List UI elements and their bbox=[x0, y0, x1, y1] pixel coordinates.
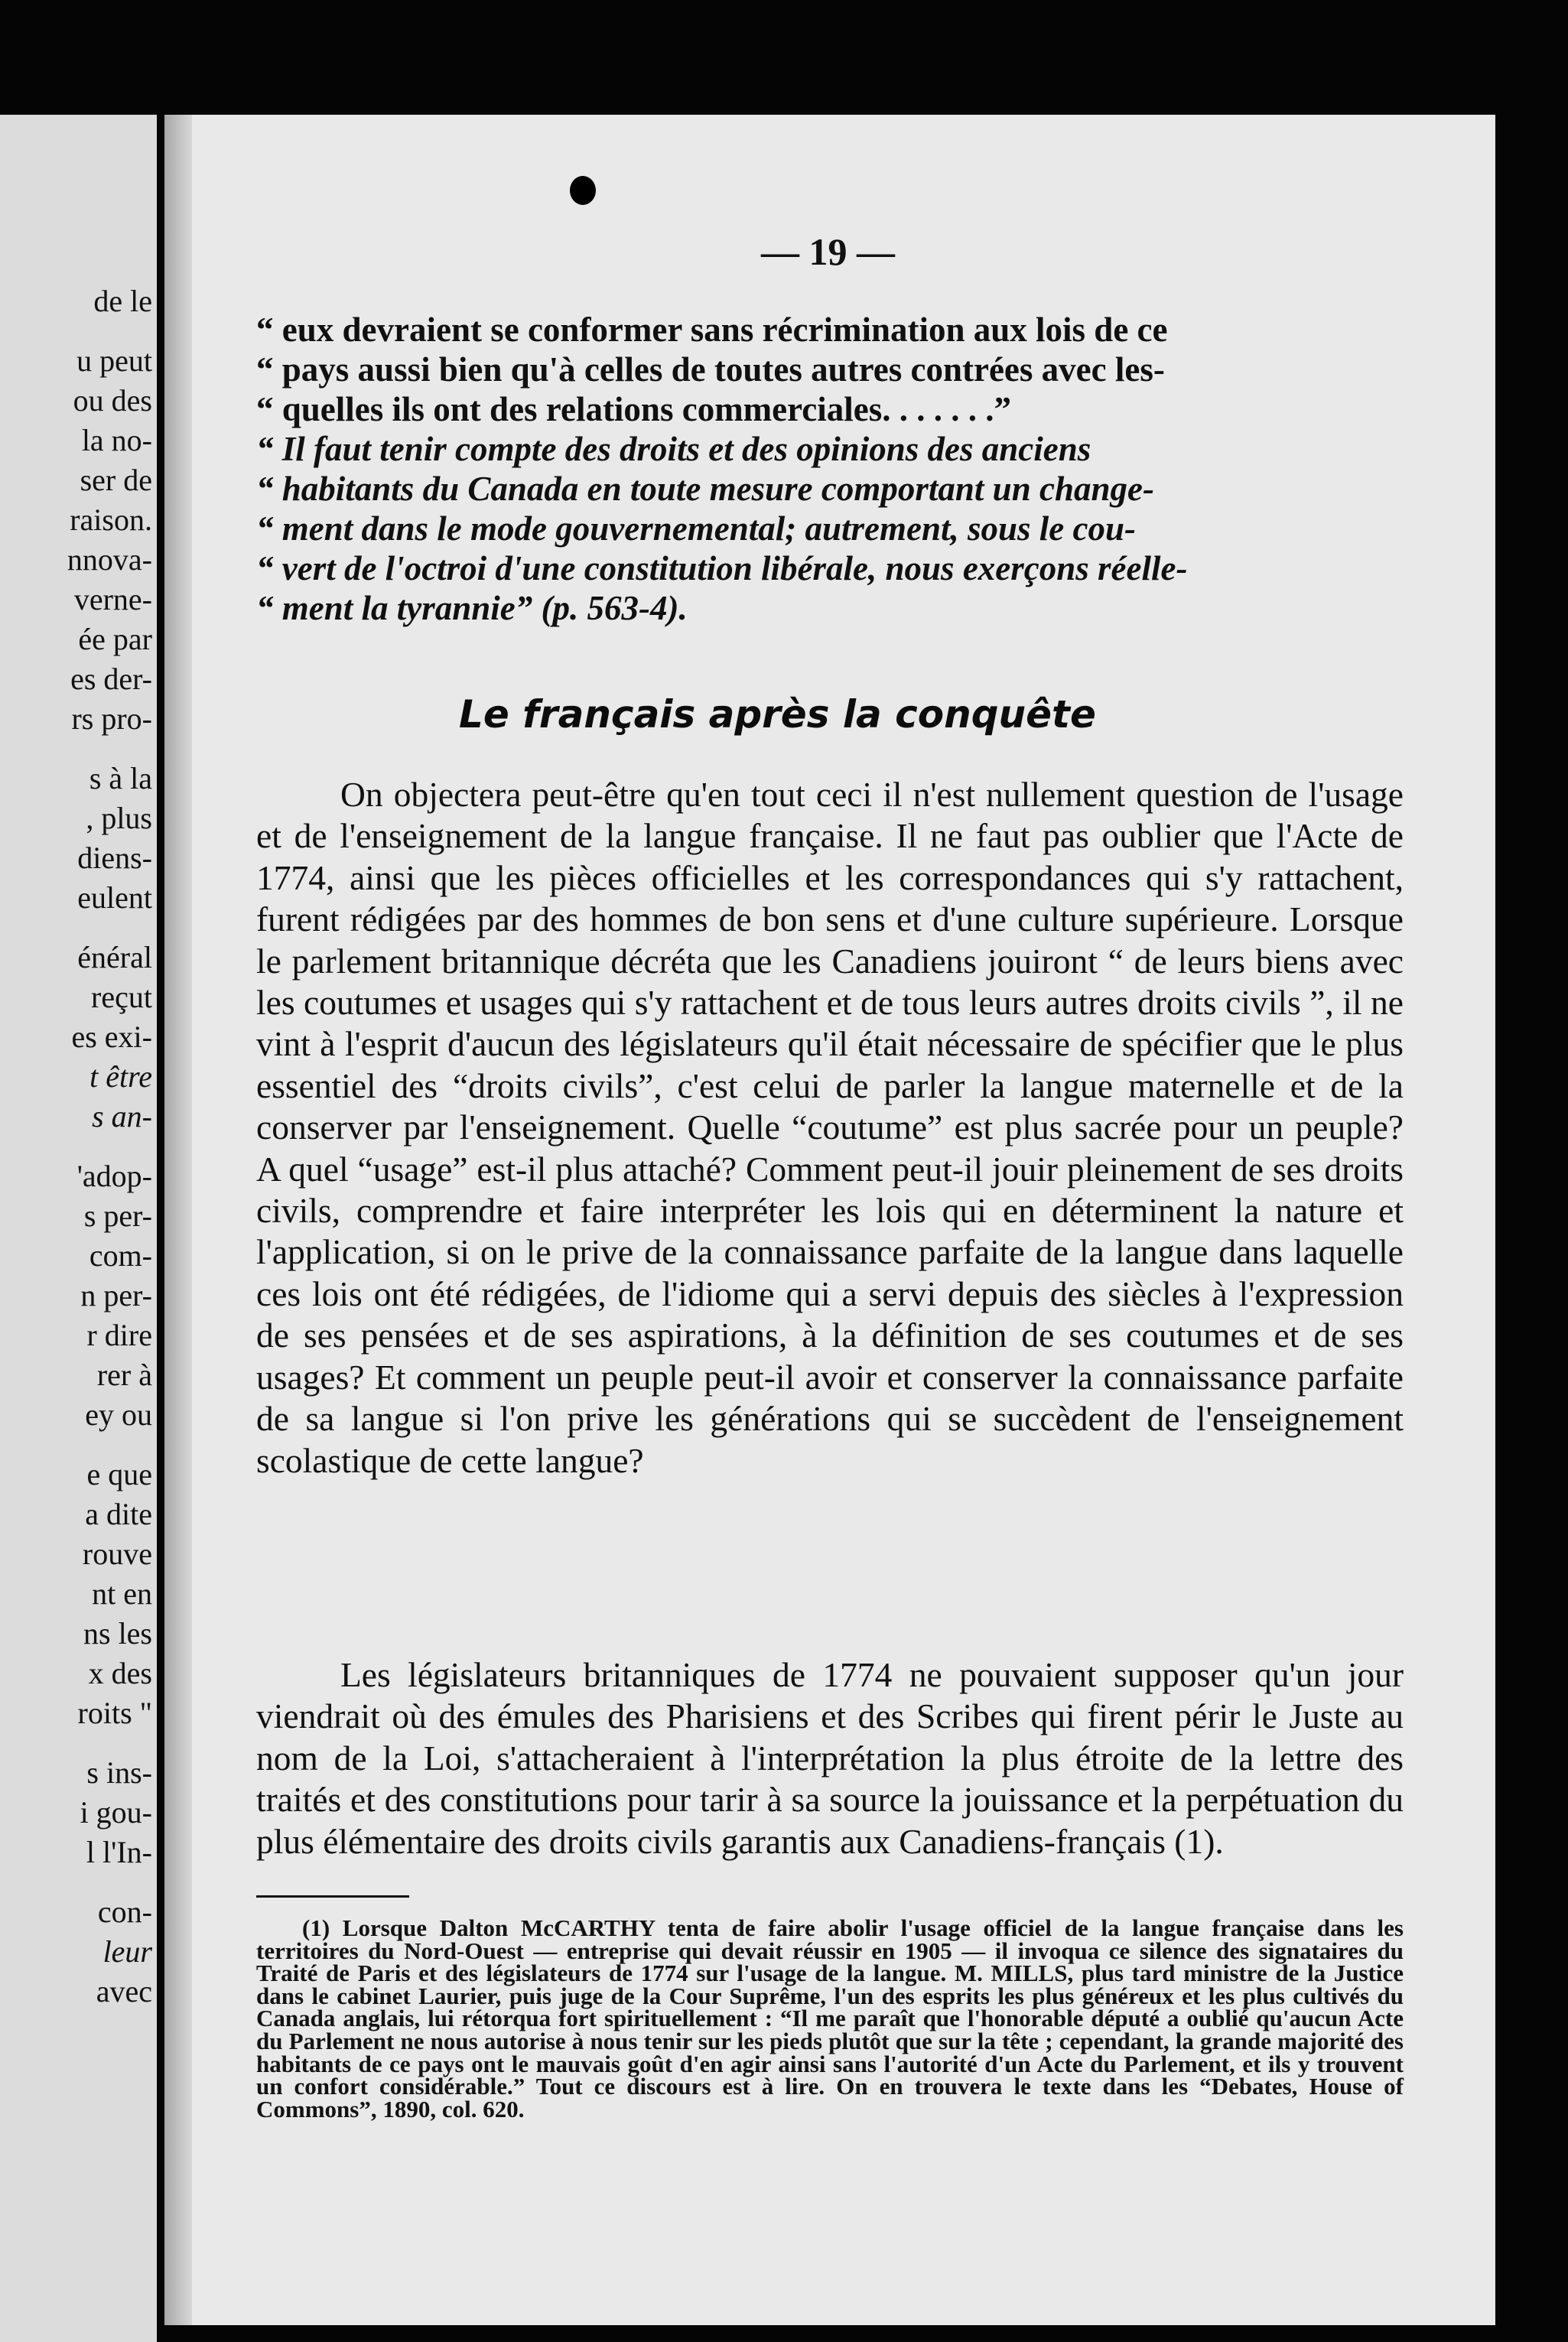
left-line-fragment: e que bbox=[86, 1457, 152, 1491]
left-line-fragment: u peut bbox=[76, 343, 152, 378]
left-line-fragment: es der- bbox=[70, 662, 152, 696]
quote-line: “ quelles ils ont des relations commerciales. . . . . . .” bbox=[256, 390, 1012, 428]
fragment-gap bbox=[0, 321, 152, 341]
left-line-fragment: énéral bbox=[77, 940, 152, 974]
left-line-fragment: x des bbox=[88, 1656, 152, 1690]
left-line-fragment: con- bbox=[97, 1895, 152, 1929]
left-line-fragment: verne- bbox=[73, 582, 152, 616]
fragment-gap bbox=[0, 739, 152, 759]
left-line-fragment: n per- bbox=[80, 1278, 152, 1312]
quote-line: “ vert de l'octroi d'une constitution libérale, nous exerçons réelle- bbox=[256, 549, 1188, 587]
left-line-fragment: ou des bbox=[73, 383, 152, 418]
left-line-fragment: t être bbox=[89, 1059, 152, 1094]
left-line-fragment: reçut bbox=[91, 980, 152, 1014]
left-line-fragment: l l'In- bbox=[86, 1835, 152, 1869]
left-line-fragment: nt en bbox=[92, 1576, 152, 1611]
footnote-separator bbox=[256, 1895, 409, 1898]
footnote: (1) Lorsque Dalton McCARTHY tenta de faire abolir l'usage officiel de la langue française dans les territoires du Nord-Ouest — entreprise qui devait réussir en 1905 — il invoqua ce silence des signataires du Traité de Paris et des législateurs de 1774 sur l'usage de la langue. M. MILLS, plus tard ministre de la Justice dans le cabinet Laurier, puis juge de la Cour Suprême, l'un des esprits les plus généreux et les plus cultivés du Canada anglais, lui rétorqua fort spirituellement : “Il me paraît que l'honorable député a oublié qu'aucun Acte du Parlement ne nous autorise à nous tenir sur les pieds plutôt que sur la tête ; cependant, la grande majorité des habitants de ce pays ont le mauvais goût d'en agir ainsi sans l'autorité d'un Acte du Parlement, et ils y trouvent un confort considérable.” Tout ce discours est à lire. On en trouvera le texte dans les “Debates, House of Commons”, 1890, col. 620. bbox=[256, 1914, 1404, 2122]
left-line-fragment: leur bbox=[102, 1934, 152, 1969]
left-line-fragment: 'adop- bbox=[76, 1159, 152, 1193]
left-line-fragment: s à la bbox=[89, 761, 152, 795]
left-line-fragment: com- bbox=[89, 1238, 152, 1273]
left-line-fragment: rer à bbox=[96, 1358, 152, 1392]
left-page-text bbox=[0, 281, 152, 2012]
left-line-fragment: diens- bbox=[77, 841, 152, 875]
fragment-gap bbox=[0, 1435, 152, 1455]
left-line-fragment: rouve bbox=[82, 1537, 152, 1571]
left-page-fragment bbox=[0, 115, 157, 2342]
quote-line: “ ment dans le mode gouvernemental; autrement, sous le cou- bbox=[256, 509, 1137, 548]
left-line-fragment: s an- bbox=[92, 1099, 152, 1134]
left-line-fragment: avec bbox=[96, 1974, 152, 2009]
paragraph: On objectera peut-être qu'en tout ceci il n'est nullement question de l'usage et de l'enseignement de la langue française. Il ne faut pas oublier que l'Acte de 1774, ainsi que les pièces officielles et les correspondances qui s'y rattachent, furent rédigées par des hommes de bon sens et d'une culture supérieure. Lorsque le parlement britannique décréta que les Canadiens jouiront “ de leurs biens avec les coutumes et usages qui s'y rattachent et de tous leurs autres droits civils ”, il ne vint à l'esprit d'aucun des législateurs qu'il était nécessaire de spécifier que le plus essentiel des “droits civils”, c'est celui de parler la langue maternelle et de la conserver par l'enseignement. Quelle “coutume” est plus sacrée pour un peuple? A quel “usage” est-il plus attaché? Comment peut-il jouir pleinement de ses droits civils, comprendre et faire interpréter les lois qui en déterminent la nature et l'application, si on le prive de la connaissance parfaite de la langue dans laquelle ces lois ont été rédigées, de l'idiome qui a servi depuis des siècles à l'expression de ses pensées et de ses aspirations, à la définition de ses coutumes et de ses usages? Et comment un peuple peut-il avoir et conserver la connaissance parfaite de sa langue si l'on prive les générations qui se succèdent de l'enseignement scolastique de cette langue? bbox=[256, 775, 1404, 1480]
left-line-fragment: la no- bbox=[81, 423, 152, 457]
left-line-fragment: i gou- bbox=[80, 1795, 152, 1830]
quote-line: “ pays aussi bien qu'à celles de toutes autres contrées avec les- bbox=[256, 350, 1165, 389]
left-line-fragment: de le bbox=[93, 284, 152, 318]
left-line-fragment: raison. bbox=[70, 503, 152, 537]
page-gutter bbox=[164, 115, 192, 2325]
left-line-fragment: ée par bbox=[78, 622, 152, 656]
paragraph: Les législateurs britanniques de 1774 ne pouvaient supposer qu'un jour viendrait où des émules des Pharisiens et des Scribes qui firent périr le Juste au nom de la Loi, s'attacheraient à l'interprétation la plus étroite de la lettre des traités et des constitutions pour tarir à sa source la jouissance et la perpétuation du plus élémentaire des droits civils garantis aux Canadiens-français (1). bbox=[256, 1655, 1404, 1861]
left-line-fragment: roits " bbox=[77, 1696, 152, 1730]
fragment-gap bbox=[0, 1872, 152, 1892]
left-line-fragment: ey ou bbox=[85, 1397, 152, 1432]
left-line-fragment: es exi- bbox=[71, 1020, 152, 1054]
left-line-fragment: ser de bbox=[80, 463, 152, 497]
fragment-gap bbox=[0, 1733, 152, 1753]
page-number: — 19 — bbox=[761, 230, 895, 273]
left-line-fragment: eulent bbox=[77, 880, 152, 915]
left-line-fragment: rs pro- bbox=[71, 701, 152, 736]
left-line-fragment: ns les bbox=[83, 1616, 152, 1651]
left-line-fragment: nnova- bbox=[67, 542, 152, 577]
quote-line: “ habitants du Canada en toute mesure comportant un change- bbox=[256, 470, 1154, 508]
quotation-block bbox=[256, 310, 1404, 628]
quote-line: “ Il faut tenir compte des droits et des opinions des anciens bbox=[256, 430, 1091, 468]
fragment-gap bbox=[0, 918, 152, 938]
left-line-fragment: s per- bbox=[83, 1199, 152, 1233]
left-line-fragment: , plus bbox=[86, 801, 152, 835]
left-line-fragment: r dire bbox=[86, 1318, 152, 1352]
quote-line: “ ment la tyrannie” (p. 563-4). bbox=[256, 589, 688, 627]
ink-spot bbox=[570, 176, 596, 205]
left-line-fragment: s ins- bbox=[86, 1755, 152, 1790]
left-line-fragment: a dite bbox=[85, 1497, 152, 1531]
quote-line: “ eux devraient se conformer sans récrimination aux lois de ce bbox=[256, 311, 1168, 349]
main-page bbox=[164, 115, 1495, 2325]
fragment-gap bbox=[0, 1137, 152, 1156]
section-heading: Le français après la conquête bbox=[459, 692, 1096, 737]
